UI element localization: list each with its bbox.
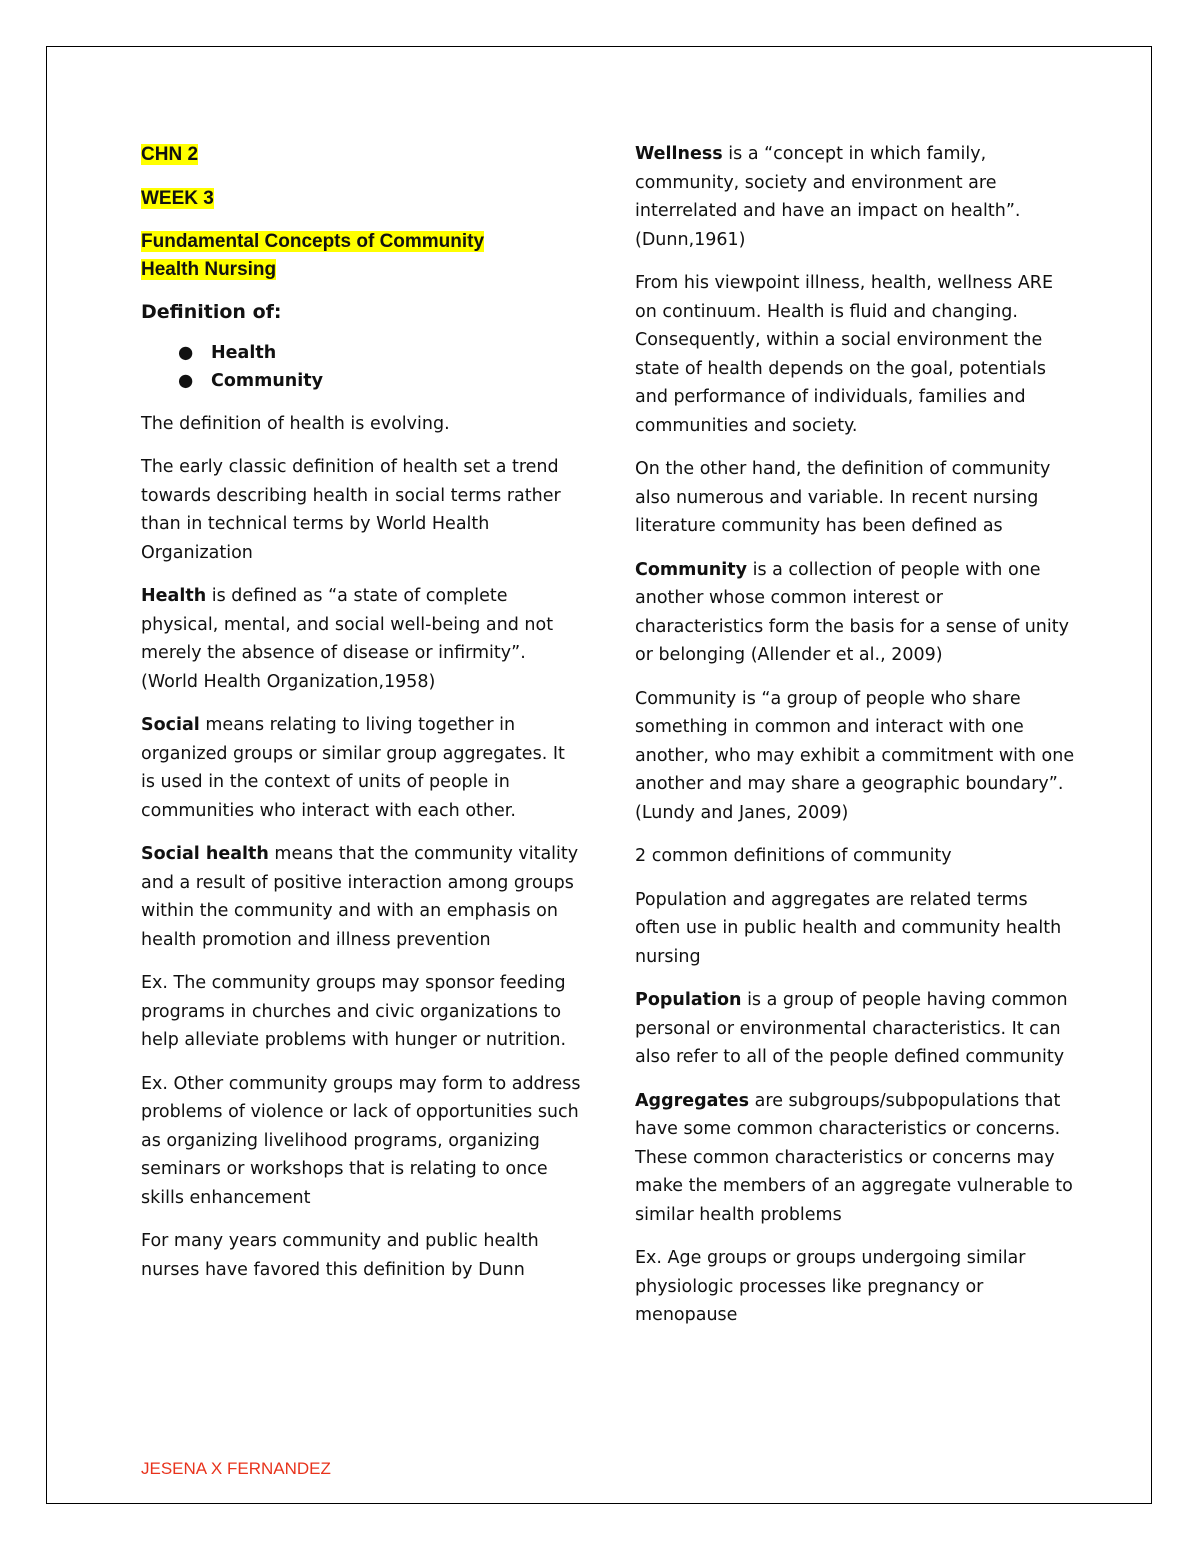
footer-author: JESENA X FERNANDEZ [141, 1459, 331, 1478]
population-definition: Population is a group of people having common personal or environmental characteristics. It can also refer to all of the people defined community [635, 990, 1068, 1067]
example-paragraph: Ex. Age groups or groups undergoing similar physiologic processes like pregnancy or menopause [635, 1248, 1026, 1325]
title-heading: Fundamental Concepts of Community Health Nursing [141, 231, 485, 280]
paragraph: The early classic definition of health set a trend towards describing health in social terms rather than in technical terms by World Health Organization [141, 457, 561, 563]
bullet-icon: ● [178, 342, 194, 363]
paragraph: Community is “a group of people who share something in common and interact with one another, who may exhibit a commitment with one another and may share a geographic boundary”. (Lundy and Janes, 2009) [635, 688, 1075, 823]
paragraph: Population and aggregates are related terms often use in public health and community health nursing [635, 889, 1062, 967]
right-column [635, 140, 1075, 1345]
week-heading: WEEK 3 [141, 188, 214, 209]
list-item: ● Community [141, 367, 581, 396]
definition-label: Definition of: [141, 301, 282, 323]
paragraph: From his viewpoint illness, health, wellness ARE on continuum. Health is fluid and changing. Consequently, within a social environment the state of health depends on the goal, potentials and performance of individuals, families and communities and society. [635, 273, 1054, 436]
health-definition: Health is defined as “a state of complete physical, mental, and social well-being and not merely the absence of disease or infirmity”. (World Health Organization,1958) [141, 586, 554, 692]
social-health-definition: Social health means that the community vitality and a result of positive interaction among groups within the community and with an emphasis on health promotion and illness prevention [141, 844, 579, 950]
paragraph: For many years community and public health nurses have favored this definition by Dunn [141, 1231, 539, 1280]
paragraph: On the other hand, the definition of community also numerous and variable. In recent nursing literature community has been defined as [635, 459, 1051, 536]
list-item: ● Health [141, 339, 581, 368]
paragraph: The definition of health is evolving. [141, 413, 450, 434]
example-paragraph: Ex. Other community groups may form to address problems of violence or lack of opportunities such as organizing livelihood programs, organizing seminars or workshops that is relating to once skills enhancement [141, 1073, 581, 1208]
example-paragraph: Ex. The community groups may sponsor feeding programs in churches and civic organizations to help alleviate problems with hunger or nutrition. [141, 973, 567, 1050]
community-definition: Community is a collection of people with one another whose common interest or characteristics form the basis for a sense of unity or belonging (Allender et al., 2009) [635, 559, 1069, 665]
paragraph: 2 common definitions of community [635, 846, 952, 866]
left-column [141, 140, 581, 1299]
social-definition: Social means relating to living together in organized groups or similar group aggregates. It is used in the context of units of people in communities who interact with each other. [141, 715, 565, 821]
course-heading: CHN 2 [141, 144, 199, 165]
wellness-definition: Wellness is a “concept in which family, community, society and environment are interrelated and have an impact on health”. (Dunn,1961) [635, 144, 1021, 250]
aggregates-definition: Aggregates are subgroups/subpopulations that have some common characteristics or concerns. These common characteristics or concerns may make the members of an aggregate vulnerable to similar health problems [635, 1090, 1073, 1225]
definition-list [141, 339, 581, 396]
bullet-icon: ● [178, 371, 194, 391]
